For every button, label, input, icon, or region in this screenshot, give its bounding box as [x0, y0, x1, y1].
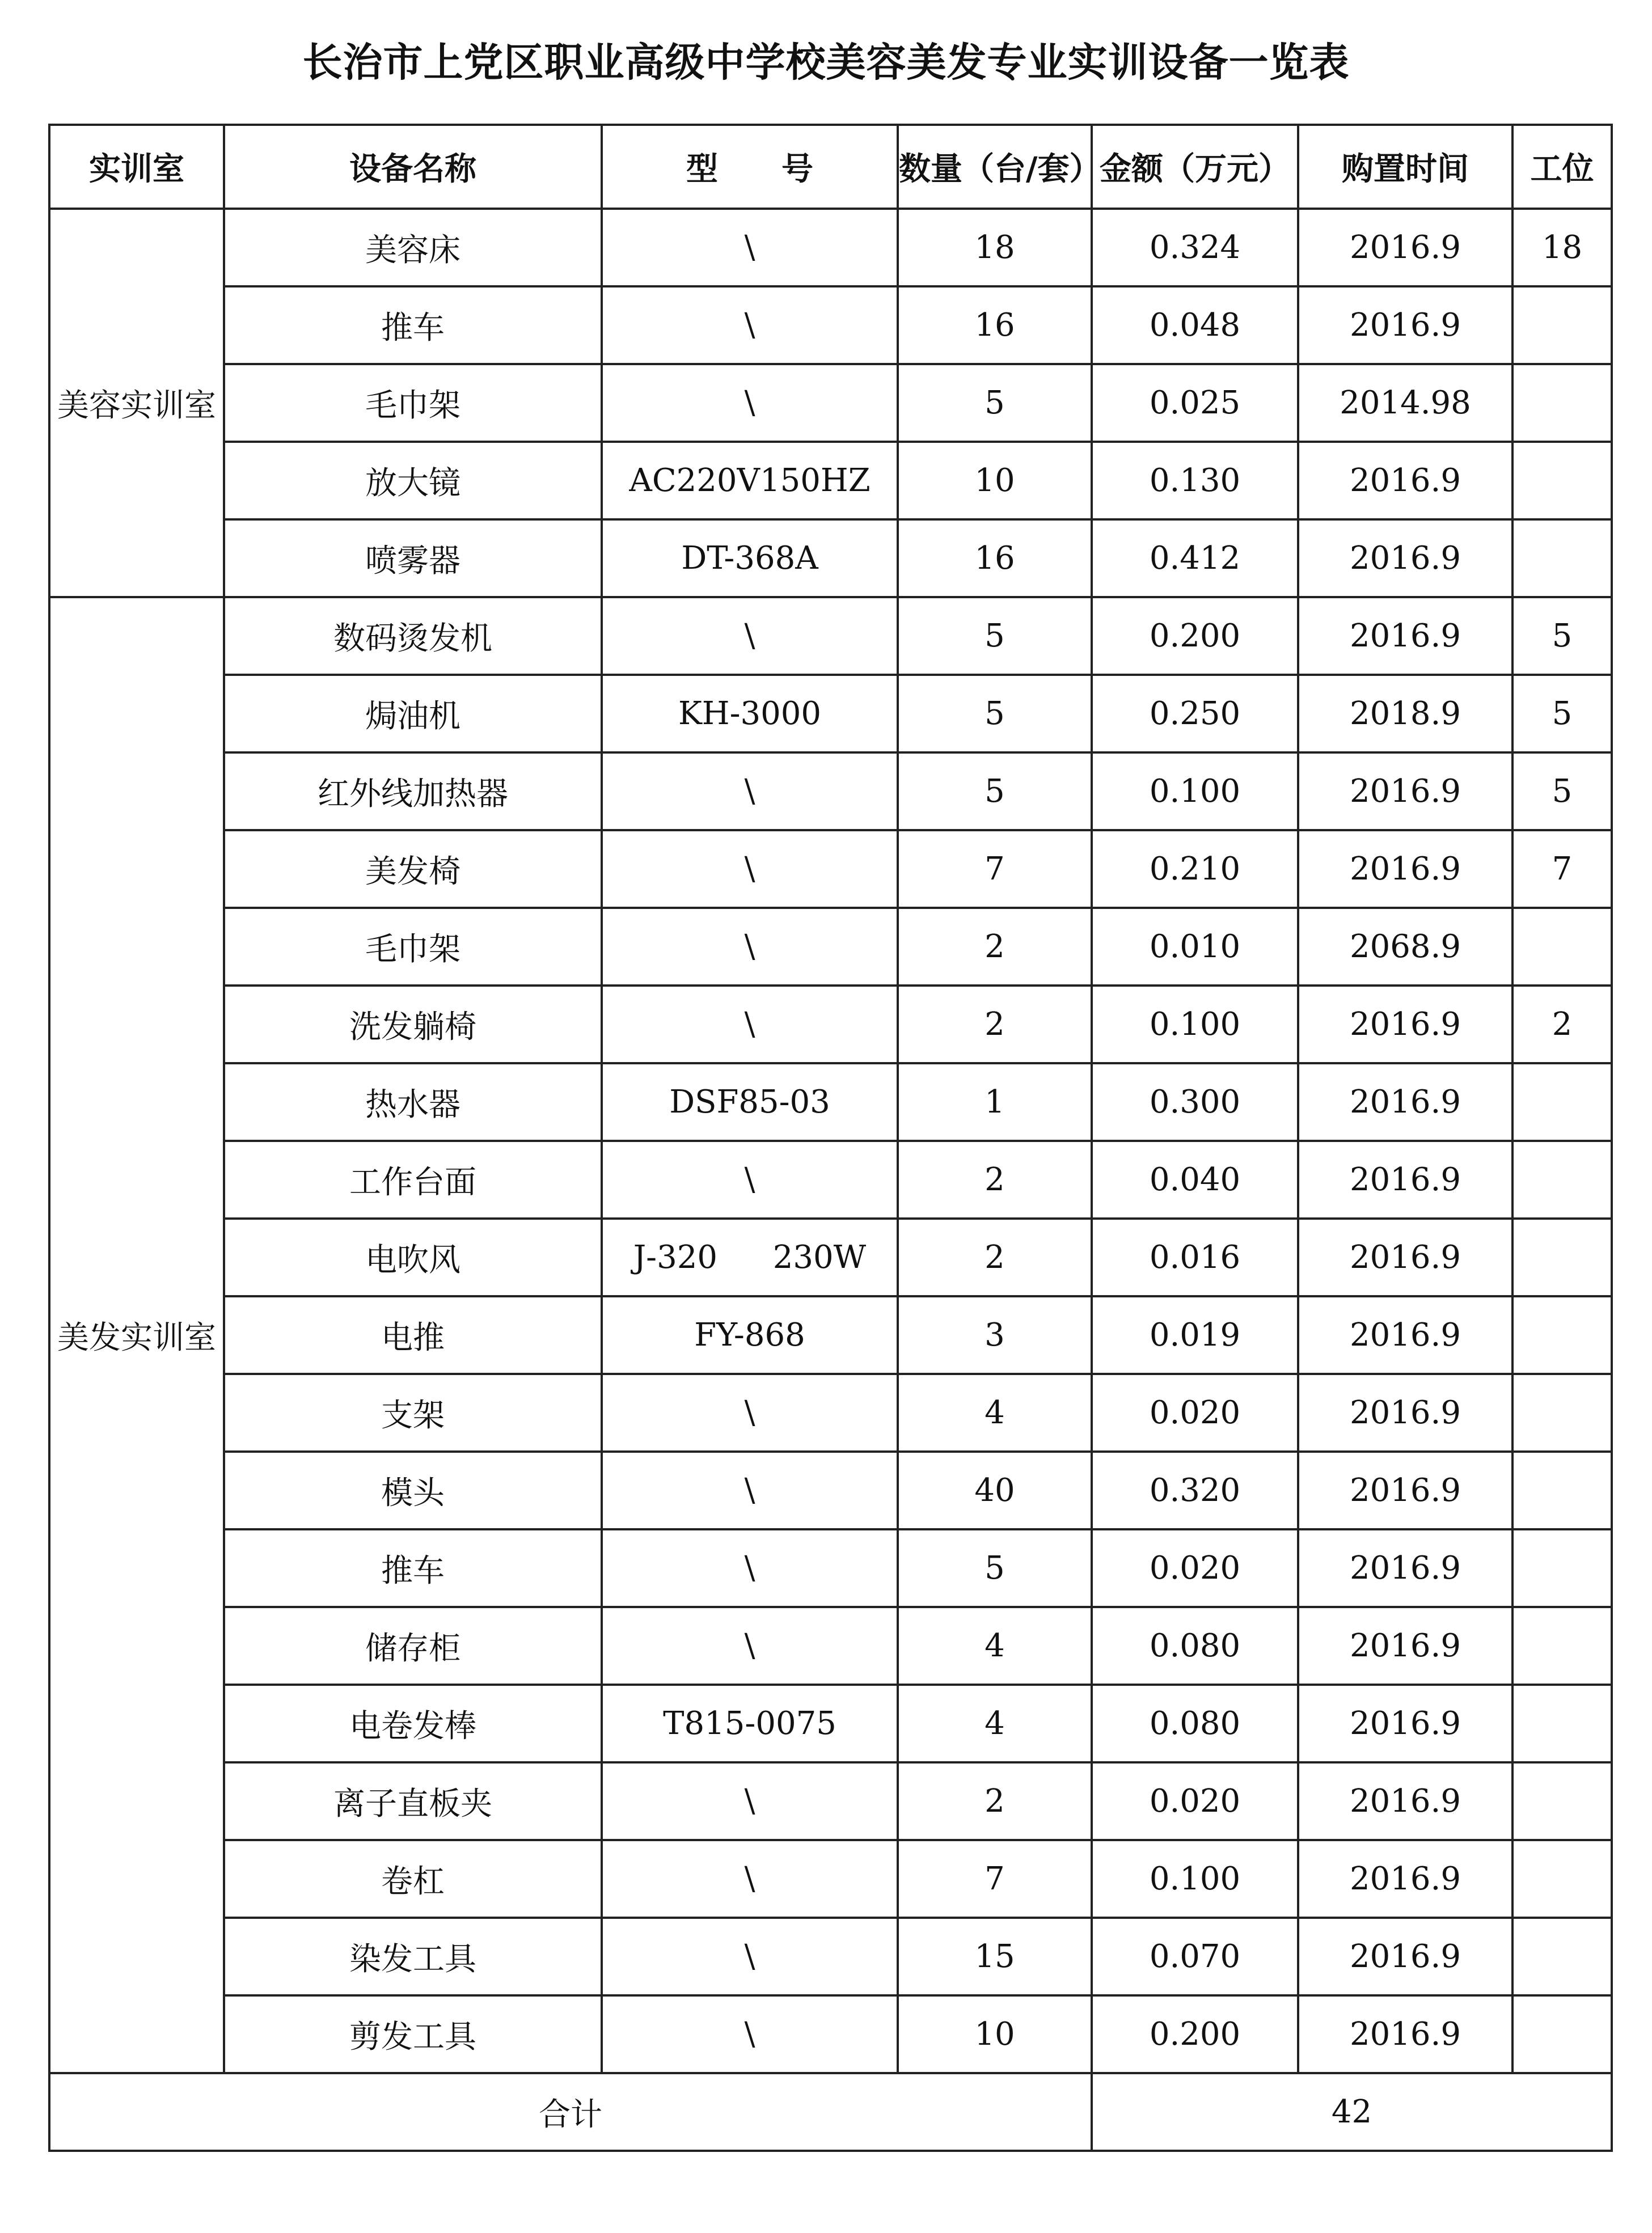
item-station	[1512, 1995, 1612, 2073]
item-station	[1512, 1141, 1612, 1219]
item-qty: 1	[898, 1063, 1092, 1141]
table-row	[49, 908, 1612, 986]
table-row	[49, 1685, 1612, 1762]
header-model: 型 号	[602, 125, 898, 209]
item-amount: 0.324	[1092, 209, 1298, 286]
item-name: 热水器	[224, 1063, 602, 1141]
item-name: 卷杠	[224, 1840, 602, 1918]
item-station	[1512, 908, 1612, 986]
item-amount: 0.320	[1092, 1452, 1298, 1529]
item-date: 2016.9	[1298, 519, 1512, 597]
item-model: \	[602, 1452, 898, 1529]
item-date: 2016.9	[1298, 209, 1512, 286]
item-date: 2016.9	[1298, 1840, 1512, 1918]
item-qty: 5	[898, 752, 1092, 830]
item-date: 2016.9	[1298, 597, 1512, 675]
item-amount: 0.130	[1092, 442, 1298, 519]
item-qty: 2	[898, 1762, 1092, 1840]
item-qty: 18	[898, 209, 1092, 286]
item-qty: 16	[898, 286, 1092, 364]
total-value: 42	[1092, 2073, 1612, 2151]
item-amount: 0.040	[1092, 1141, 1298, 1219]
item-qty: 16	[898, 519, 1092, 597]
item-date: 2016.9	[1298, 1296, 1512, 1374]
table-row	[49, 986, 1612, 1063]
table-row	[49, 830, 1612, 908]
item-model: KH-3000	[602, 675, 898, 752]
item-date: 2016.9	[1298, 1374, 1512, 1452]
item-name: 支架	[224, 1374, 602, 1452]
item-station	[1512, 1219, 1612, 1296]
item-model: \	[602, 209, 898, 286]
room-name: 美发实训室	[49, 597, 224, 2073]
item-station	[1512, 442, 1612, 519]
item-date: 2068.9	[1298, 908, 1512, 986]
item-name: 工作台面	[224, 1141, 602, 1219]
item-qty: 4	[898, 1374, 1092, 1452]
item-model: J-320 230W	[602, 1219, 898, 1296]
item-qty: 5	[898, 597, 1092, 675]
item-amount: 0.200	[1092, 597, 1298, 675]
item-station	[1512, 1063, 1612, 1141]
item-model: DSF85-03	[602, 1063, 898, 1141]
item-amount: 0.025	[1092, 364, 1298, 442]
item-model: \	[602, 1141, 898, 1219]
item-amount: 0.016	[1092, 1219, 1298, 1296]
item-station: 2	[1512, 986, 1612, 1063]
table-row	[49, 1296, 1612, 1374]
table-row	[49, 752, 1612, 830]
item-qty: 2	[898, 1141, 1092, 1219]
item-amount: 0.210	[1092, 830, 1298, 908]
item-amount: 0.048	[1092, 286, 1298, 364]
item-amount: 0.080	[1092, 1607, 1298, 1685]
item-date: 2016.9	[1298, 1063, 1512, 1141]
item-date: 2016.9	[1298, 1452, 1512, 1529]
item-qty: 7	[898, 830, 1092, 908]
item-name: 美容床	[224, 209, 602, 286]
total-row	[49, 2073, 1612, 2151]
item-amount: 0.020	[1092, 1374, 1298, 1452]
room-name: 美容实训室	[49, 209, 224, 597]
item-amount: 0.020	[1092, 1762, 1298, 1840]
item-model: DT-368A	[602, 519, 898, 597]
item-name: 推车	[224, 286, 602, 364]
table-row	[49, 364, 1612, 442]
table-row	[49, 209, 1612, 286]
page-title: 长治市上党区职业高级中学校美容美发专业实训设备一览表	[302, 39, 1350, 86]
total-label: 合计	[49, 2073, 1092, 2151]
table-row	[49, 519, 1612, 597]
item-station	[1512, 364, 1612, 442]
header-qty: 数量（台/套）	[898, 125, 1092, 209]
item-qty: 40	[898, 1452, 1092, 1529]
item-station	[1512, 286, 1612, 364]
item-model: \	[602, 1840, 898, 1918]
item-model: \	[602, 1918, 898, 1995]
item-amount: 0.010	[1092, 908, 1298, 986]
item-name: 数码烫发机	[224, 597, 602, 675]
table-row	[49, 1374, 1612, 1452]
item-model: \	[602, 752, 898, 830]
item-model: \	[602, 1374, 898, 1452]
item-station	[1512, 1296, 1612, 1374]
item-model: AC220V150HZ	[602, 442, 898, 519]
item-qty: 2	[898, 1219, 1092, 1296]
table-row	[49, 1063, 1612, 1141]
item-station: 5	[1512, 597, 1612, 675]
item-station	[1512, 1529, 1612, 1607]
item-qty: 4	[898, 1685, 1092, 1762]
item-qty: 3	[898, 1296, 1092, 1374]
item-amount: 0.080	[1092, 1685, 1298, 1762]
item-date: 2016.9	[1298, 1685, 1512, 1762]
item-date: 2016.9	[1298, 752, 1512, 830]
item-name: 红外线加热器	[224, 752, 602, 830]
table-row	[49, 1529, 1612, 1607]
header-row	[49, 125, 1612, 209]
item-model: \	[602, 1762, 898, 1840]
item-date: 2016.9	[1298, 286, 1512, 364]
header-date: 购置时间	[1298, 125, 1512, 209]
table-body	[49, 209, 1612, 2073]
item-date: 2016.9	[1298, 1607, 1512, 1685]
table-row	[49, 1219, 1612, 1296]
header-room: 实训室	[49, 125, 224, 209]
item-station	[1512, 1685, 1612, 1762]
item-qty: 10	[898, 1995, 1092, 2073]
table-row	[49, 1840, 1612, 1918]
item-name: 美发椅	[224, 830, 602, 908]
item-date: 2018.9	[1298, 675, 1512, 752]
item-qty: 2	[898, 986, 1092, 1063]
header-station: 工位	[1512, 125, 1612, 209]
item-qty: 5	[898, 1529, 1092, 1607]
item-amount: 0.070	[1092, 1918, 1298, 1995]
item-model: T815-0075	[602, 1685, 898, 1762]
item-station	[1512, 519, 1612, 597]
item-model: \	[602, 364, 898, 442]
item-date: 2016.9	[1298, 830, 1512, 908]
item-name: 电吹风	[224, 1219, 602, 1296]
item-date: 2016.9	[1298, 1529, 1512, 1607]
item-date: 2014.98	[1298, 364, 1512, 442]
item-name: 焗油机	[224, 675, 602, 752]
item-model: \	[602, 597, 898, 675]
table-row	[49, 1995, 1612, 2073]
item-amount: 0.100	[1092, 752, 1298, 830]
item-name: 染发工具	[224, 1918, 602, 1995]
item-date: 2016.9	[1298, 1918, 1512, 1995]
item-station: 18	[1512, 209, 1612, 286]
table-row	[49, 286, 1612, 364]
item-amount: 0.412	[1092, 519, 1298, 597]
table-row	[49, 1918, 1612, 1995]
table-row	[49, 597, 1612, 675]
item-model: \	[602, 908, 898, 986]
item-qty: 5	[898, 675, 1092, 752]
item-station: 5	[1512, 675, 1612, 752]
item-name: 离子直板夹	[224, 1762, 602, 1840]
item-date: 2016.9	[1298, 1762, 1512, 1840]
item-name: 剪发工具	[224, 1995, 602, 2073]
item-station	[1512, 1607, 1612, 1685]
item-model: \	[602, 830, 898, 908]
item-model: \	[602, 986, 898, 1063]
header-name: 设备名称	[224, 125, 602, 209]
item-qty: 10	[898, 442, 1092, 519]
table-row	[49, 1452, 1612, 1529]
item-qty: 15	[898, 1918, 1092, 1995]
item-model: \	[602, 286, 898, 364]
table-row	[49, 442, 1612, 519]
header-amount: 金额（万元）	[1092, 125, 1298, 209]
table-row	[49, 1607, 1612, 1685]
item-name: 电推	[224, 1296, 602, 1374]
item-amount: 0.200	[1092, 1995, 1298, 2073]
item-qty: 2	[898, 908, 1092, 986]
table-row	[49, 1141, 1612, 1219]
equipment-table	[48, 124, 1613, 2152]
item-date: 2016.9	[1298, 1141, 1512, 1219]
item-name: 推车	[224, 1529, 602, 1607]
item-name: 毛巾架	[224, 908, 602, 986]
item-amount: 0.100	[1092, 1840, 1298, 1918]
table-row	[49, 675, 1612, 752]
item-name: 电卷发棒	[224, 1685, 602, 1762]
item-date: 2016.9	[1298, 442, 1512, 519]
item-name: 毛巾架	[224, 364, 602, 442]
table-row	[49, 1762, 1612, 1840]
item-name: 喷雾器	[224, 519, 602, 597]
item-model: \	[602, 1607, 898, 1685]
item-date: 2016.9	[1298, 1219, 1512, 1296]
item-amount: 0.020	[1092, 1529, 1298, 1607]
item-station: 5	[1512, 752, 1612, 830]
item-station	[1512, 1840, 1612, 1918]
item-name: 模头	[224, 1452, 602, 1529]
item-model: \	[602, 1529, 898, 1607]
item-amount: 0.300	[1092, 1063, 1298, 1141]
item-station	[1512, 1374, 1612, 1452]
item-station: 7	[1512, 830, 1612, 908]
item-qty: 7	[898, 1840, 1092, 1918]
item-date: 2016.9	[1298, 1995, 1512, 2073]
item-qty: 5	[898, 364, 1092, 442]
item-name: 放大镜	[224, 442, 602, 519]
item-name: 洗发躺椅	[224, 986, 602, 1063]
item-name: 储存柜	[224, 1607, 602, 1685]
item-amount: 0.100	[1092, 986, 1298, 1063]
item-model: \	[602, 1995, 898, 2073]
item-amount: 0.019	[1092, 1296, 1298, 1374]
item-date: 2016.9	[1298, 986, 1512, 1063]
item-amount: 0.250	[1092, 675, 1298, 752]
item-station	[1512, 1762, 1612, 1840]
item-qty: 4	[898, 1607, 1092, 1685]
item-station	[1512, 1918, 1612, 1995]
item-model: FY-868	[602, 1296, 898, 1374]
item-station	[1512, 1452, 1612, 1529]
